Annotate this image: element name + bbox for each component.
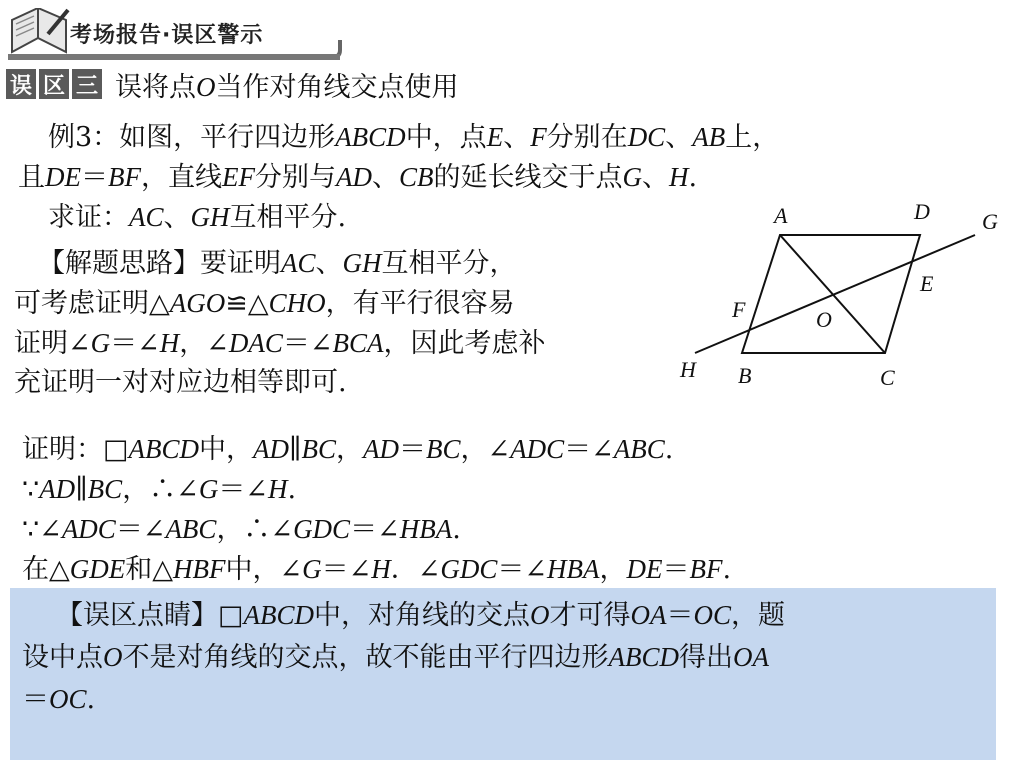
hint-line-1: 【解题思路】要证明AC、GH互相平分， xyxy=(38,248,517,279)
problem-line-1: 例3：如图，平行四边形ABCD中，点E、F分别在DC、AB上， xyxy=(48,122,780,153)
label-d: D xyxy=(914,199,930,224)
tag-char-1: 误 xyxy=(6,69,36,99)
hint-line-4: 充证明一对对应边相等即可. xyxy=(14,367,347,398)
label-b: B xyxy=(738,363,752,388)
proof-line-1: 证明：□ABCD中，AD∥BC，AD＝BC，∠ADC＝∠ABC. xyxy=(22,434,674,465)
header-title: 考场报告·误区警示 xyxy=(70,23,264,48)
label-h: H xyxy=(680,357,696,382)
label-g: G xyxy=(982,209,998,234)
proof-line-3: ∵∠ADC＝∠ABC，∴∠GDC＝∠HBA. xyxy=(22,514,461,545)
parallelogram-figure xyxy=(670,195,1010,399)
proof-line-4: 在△GDE和△HBF中，∠G＝∠H．∠GDC＝∠HBA，DE＝BF. xyxy=(22,554,732,585)
label-c: C xyxy=(880,365,895,390)
label-f: F xyxy=(732,297,746,322)
section-title: 误将点O当作对角线交点使用 xyxy=(115,71,459,103)
tag-char-2: 区 xyxy=(39,69,69,99)
tag-char-3: 三 xyxy=(72,69,102,99)
section-tag xyxy=(6,66,459,102)
problem-line-3: 求证：AC、GH互相平分. xyxy=(48,202,347,233)
label-a: A xyxy=(774,203,788,228)
hint-line-3: 证明∠G＝∠H，∠DAC＝∠BCA，因此考虑补 xyxy=(14,328,546,359)
proof-line-2: ∵AD∥BC，∴∠G＝∠H. xyxy=(22,474,297,505)
note-line-2: 设中点O不是对角线的交点，故不能由平行四边形ABCD得出OA xyxy=(22,642,769,673)
label-o: O xyxy=(816,307,832,332)
hint-line-2: 可考虑证明△AGO≌△CHO，有平行很容易 xyxy=(14,288,515,319)
parallelogram-abcd xyxy=(742,235,920,353)
figure-svg xyxy=(670,195,1010,395)
book-pen-icon xyxy=(8,8,70,62)
problem-line-2: 且DE＝BF，直线EF分别与AD、CB的延长线交于点G、H. xyxy=(18,162,698,193)
note-line-1: 【误区点睛】□ABCD中，对角线的交点O才可得OA＝OC，题 xyxy=(56,600,786,631)
label-e: E xyxy=(920,271,934,296)
note-line-3: ＝OC. xyxy=(22,684,96,715)
header-bar xyxy=(0,0,1024,62)
